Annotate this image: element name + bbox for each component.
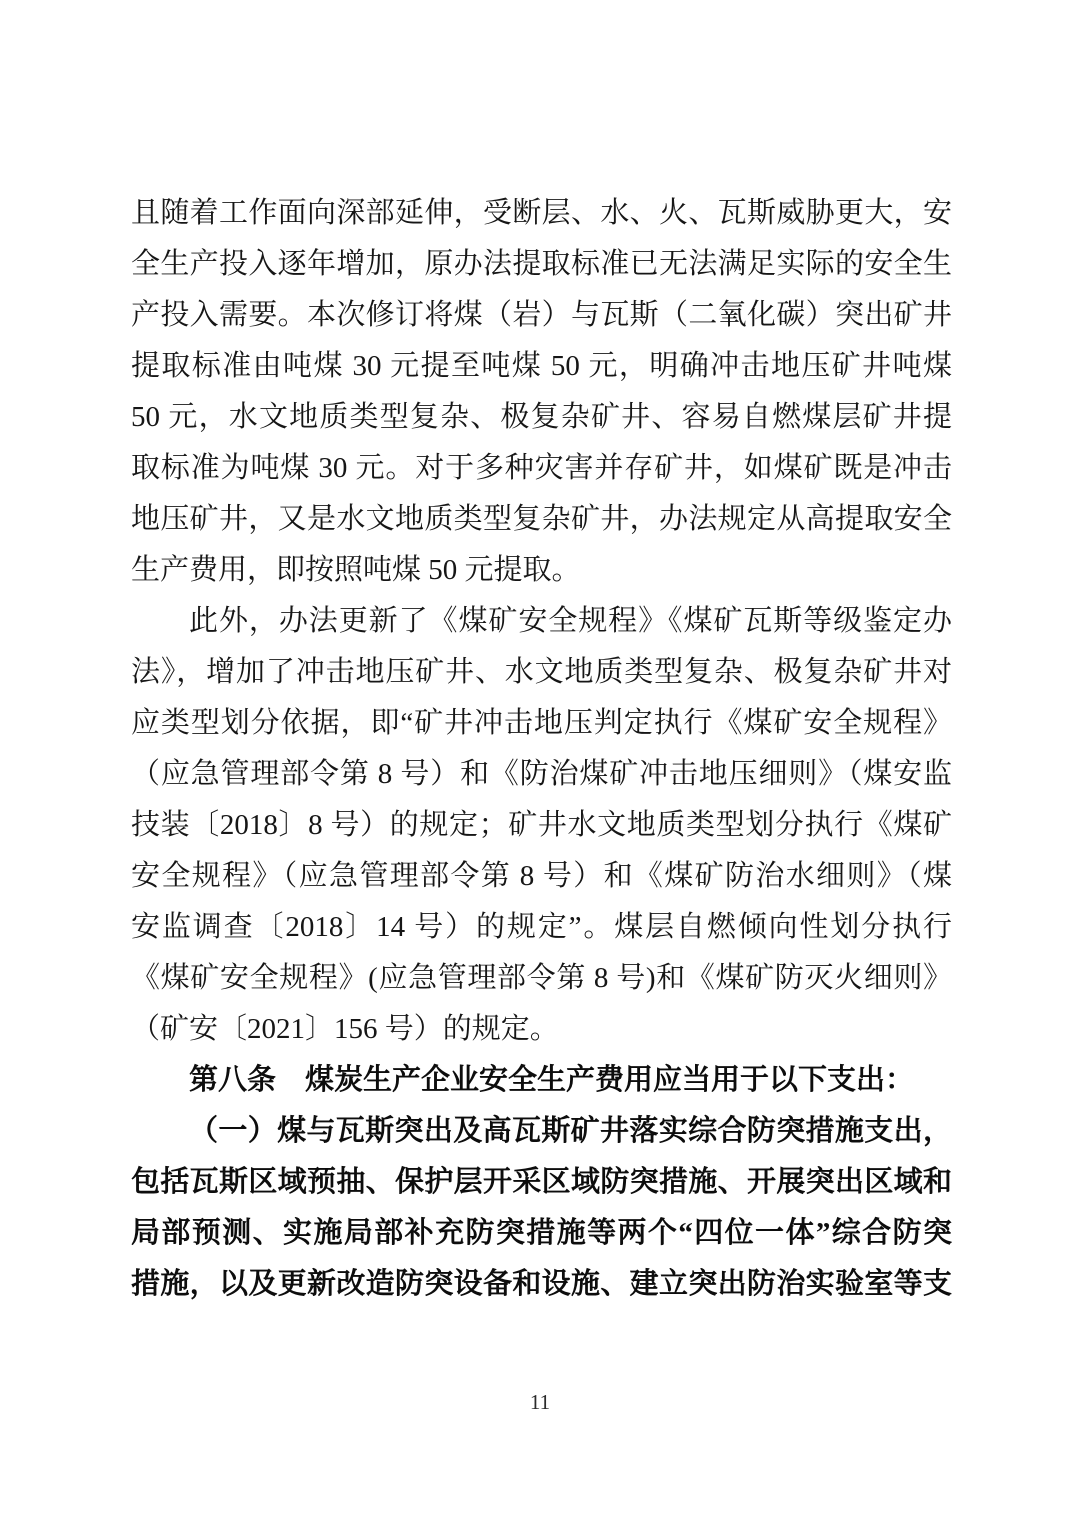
text-line: 此外，办法更新了《煤矿安全规程》《煤矿瓦斯等级鉴定办 [189, 605, 952, 637]
text-line: 《煤矿安全规程》(应急管理部令第 8 号)和《煤矿防灭火细则》 [131, 962, 952, 994]
text-line: 提取标准由吨煤 30 元提至吨煤 50 元，明确冲击地压矿井吨煤 [131, 350, 952, 382]
text-line: 安监调查〔2018〕14 号）的规定”。煤层自燃倾向性划分执行 [131, 911, 952, 943]
text-line: 局部预测、实施局部补充防突措施等两个“四位一体”综合防突 [131, 1217, 952, 1249]
text-line: 且随着工作面向深部延伸，受断层、水、火、瓦斯威胁更大，安 [131, 197, 952, 229]
text-line: 包括瓦斯区域预抽、保护层开采区域防突措施、开展突出区域和 [131, 1166, 952, 1198]
text-line: （一）煤与瓦斯突出及高瓦斯矿井落实综合防突措施支出， [189, 1115, 952, 1147]
document-body [131, 188, 952, 1310]
page-number: 11 [529, 1390, 551, 1414]
text-line: 产投入需要。本次修订将煤（岩）与瓦斯（二氧化碳）突出矿井 [131, 299, 952, 331]
text-line: 法》，增加了冲击地压矿井、水文地质类型复杂、极复杂矿井对 [131, 656, 952, 688]
text-line: （矿安〔2021〕156 号）的规定。 [131, 1013, 559, 1045]
heading-article-8 [131, 1055, 952, 1106]
text-line: 取标准为吨煤 30 元。对于多种灾害并存矿井，如煤矿既是冲击 [131, 452, 952, 484]
para-classification-basis [131, 596, 952, 1055]
text-line: 措施，以及更新改造防突设备和设施、建立突出防治实验室等支 [131, 1268, 952, 1300]
text-line: 安全规程》（应急管理部令第 8 号）和《煤矿防治水细则》（煤 [131, 860, 952, 892]
para-extraction-standards [131, 188, 952, 596]
para-item-1 [131, 1106, 952, 1310]
text-line: 50 元，水文地质类型复杂、极复杂矿井、容易自燃煤层矿井提 [131, 401, 952, 433]
text-line: 地压矿井，又是水文地质类型复杂矿井，办法规定从高提取安全 [131, 503, 952, 535]
text-line: 生产费用，即按照吨煤 50 元提取。 [131, 554, 581, 586]
text-line: （应急管理部令第 8 号）和《防治煤矿冲击地压细则》（煤安监 [131, 758, 952, 790]
text-line: 技装〔2018〕8 号）的规定；矿井水文地质类型划分执行《煤矿 [131, 809, 952, 841]
text-line: 应类型划分依据，即“矿井冲击地压判定执行《煤矿安全规程》 [131, 707, 952, 739]
text-line: 全生产投入逐年增加，原办法提取标准已无法满足实际的安全生 [131, 248, 952, 280]
text-line: 第八条 煤炭生产企业安全生产费用应当用于以下支出： [189, 1064, 915, 1096]
